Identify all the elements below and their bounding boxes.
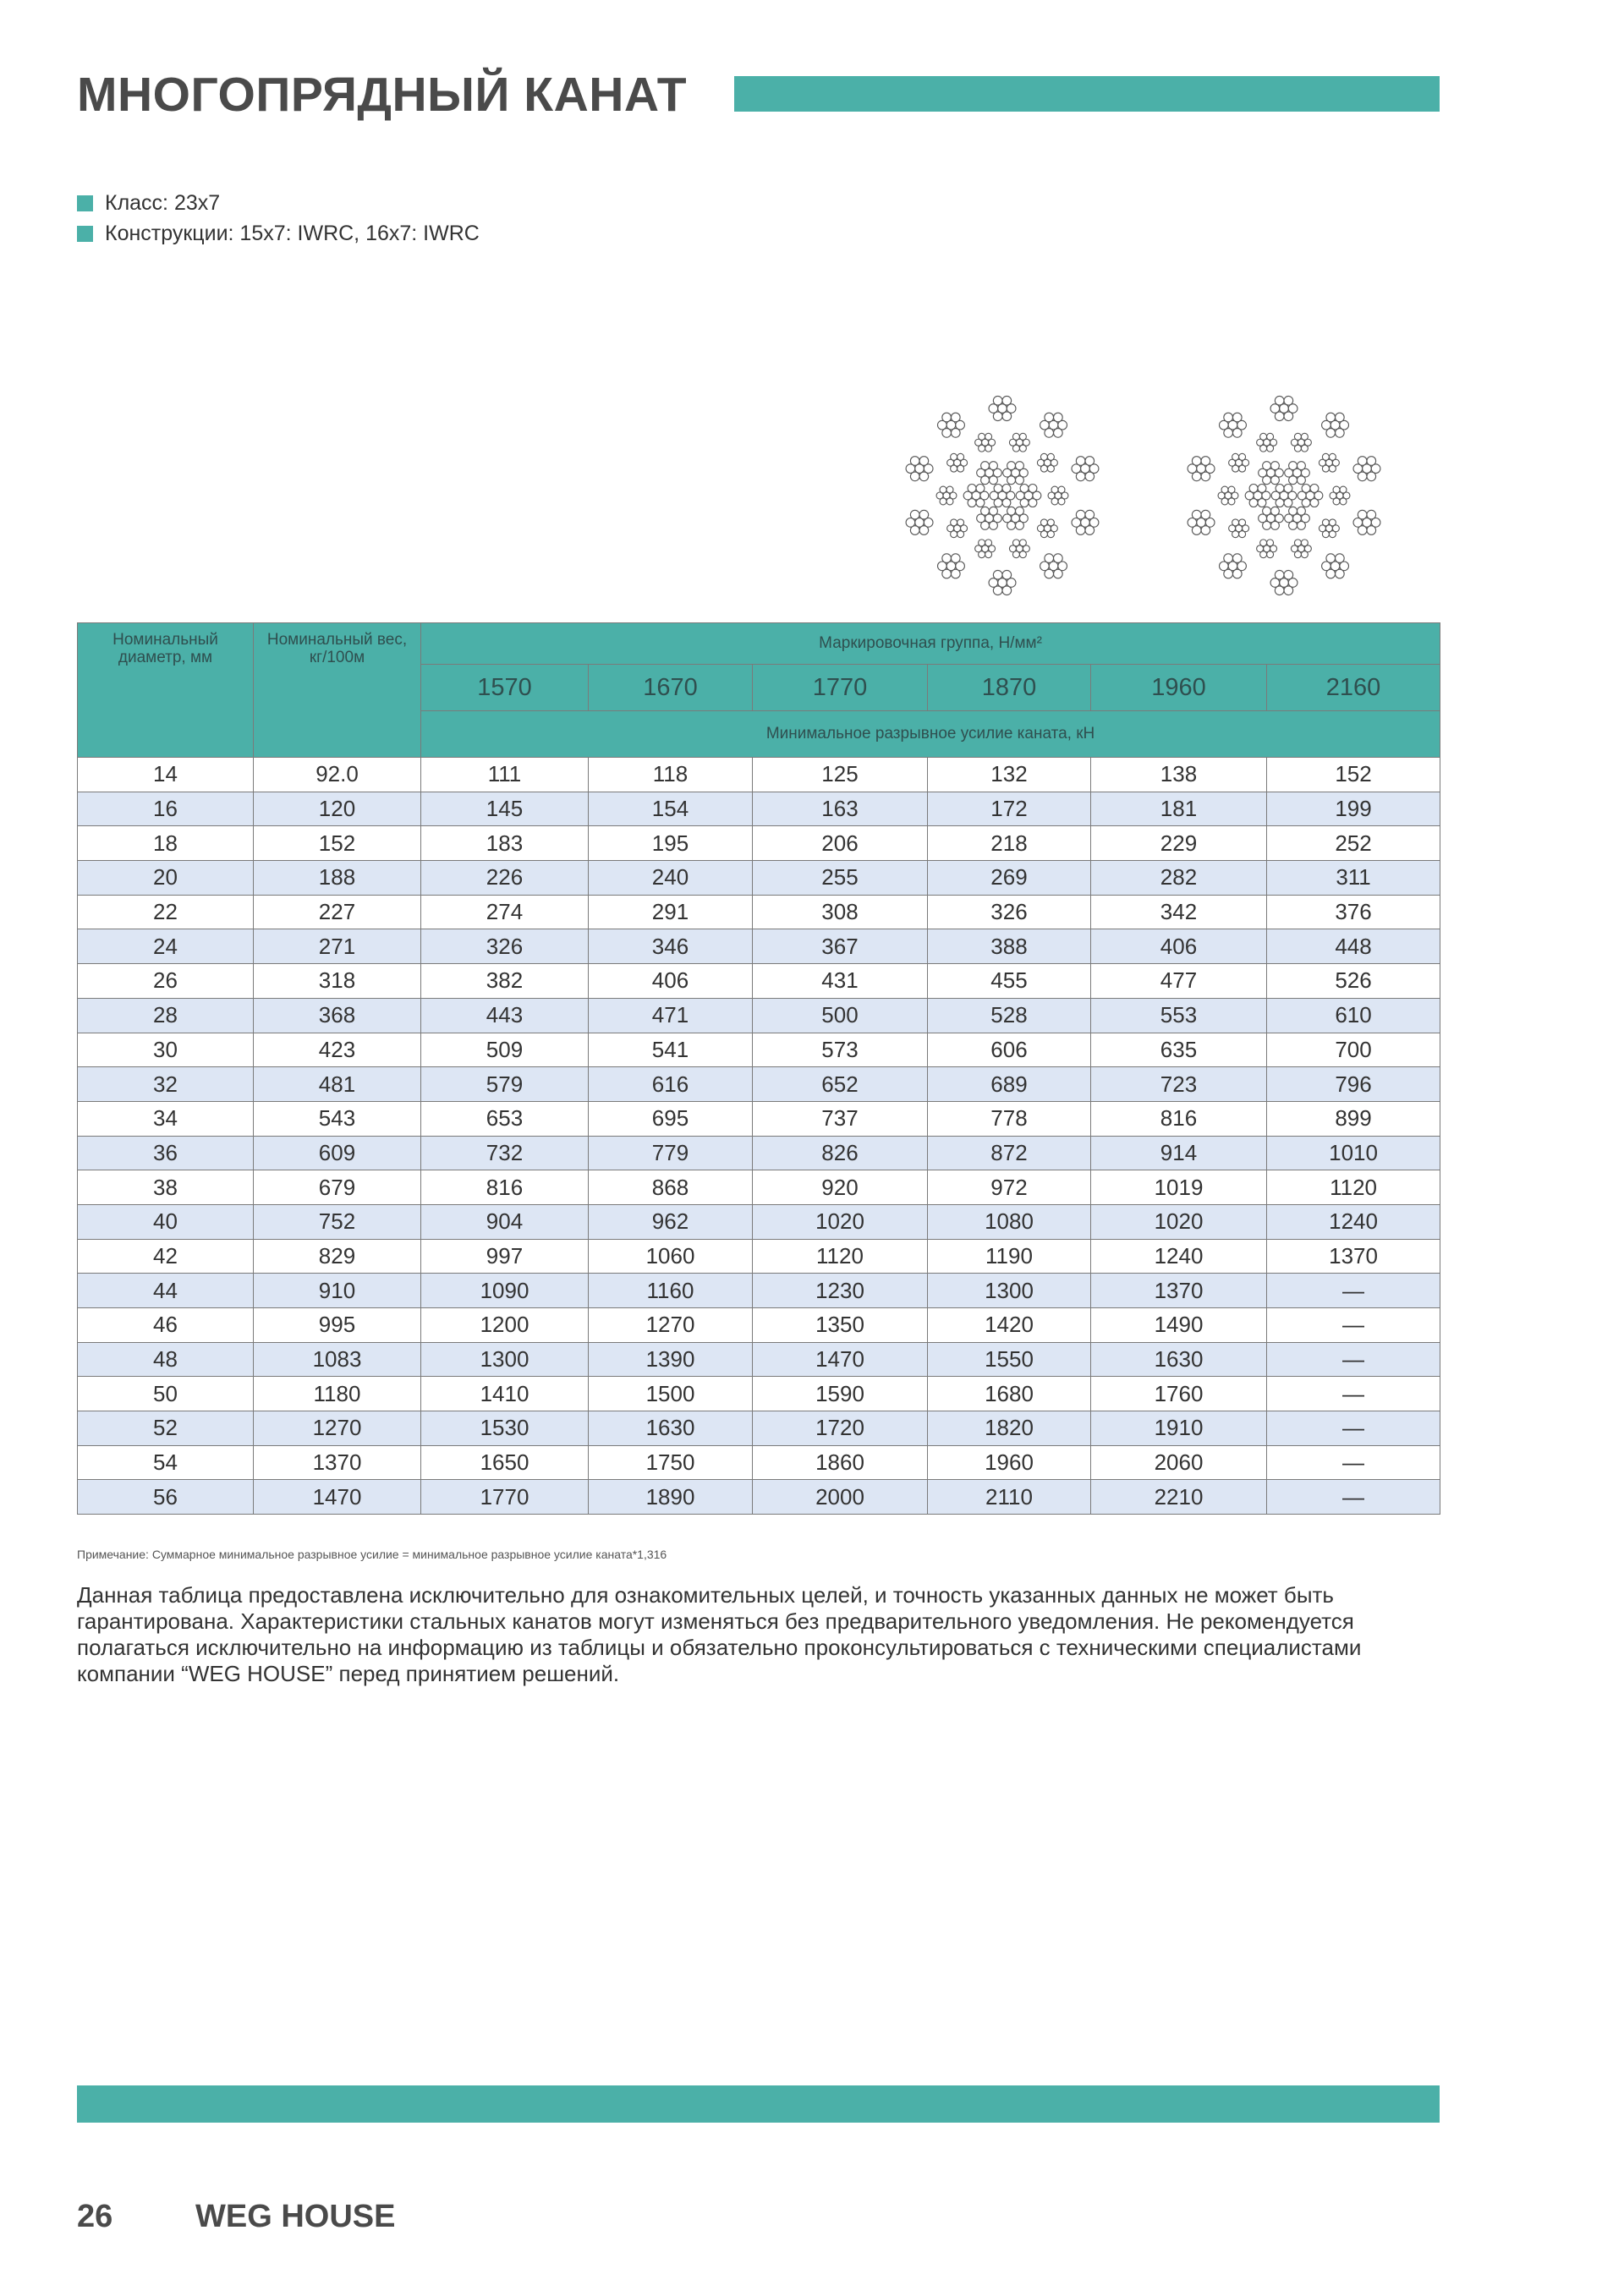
table-cell: 914 [1091,1136,1267,1170]
table-cell: 18 [78,826,254,861]
table-cell: — [1267,1445,1440,1480]
disclaimer: Данная таблица предоставлена исключительно для ознакомительных целей, и точность указанных данных не может быть гарантирована. Характеристики стальных канатов могут изменяться без предварительного уведомления. Не рекомендуется полагаться исключительно на информацию из таблицы и обязательно проконсультироваться с техническими специалистами компании “WEG HOUSE” перед принятием решений. [77,1582,1362,1686]
table-cell: 199 [1267,792,1440,826]
table-cell: 346 [589,929,753,964]
table-cell: — [1267,1480,1440,1515]
table-cell: 816 [1091,1101,1267,1136]
table-cell: 26 [78,964,254,999]
table-cell: 367 [753,929,928,964]
header-grade: 2160 [1267,665,1440,711]
table-cell: 16 [78,792,254,826]
table-cell: 172 [928,792,1091,826]
table-row [78,1308,1440,1343]
table-cell: 962 [589,1204,753,1239]
table-cell: 342 [1091,895,1267,929]
table-cell: 2210 [1091,1480,1267,1515]
table-cell: 44 [78,1274,254,1308]
table-cell: 1020 [753,1204,928,1239]
brand-name: WEG HOUSE [195,2199,396,2234]
table-cell: 1240 [1091,1239,1267,1274]
table-cell: 1083 [254,1342,421,1377]
table-cell: 1530 [421,1411,589,1446]
table-cell: 679 [254,1170,421,1205]
table-cell: 1350 [753,1308,928,1343]
table-cell: 920 [753,1170,928,1205]
page-title: МНОГОПРЯДНЫЙ КАНАТ [77,68,688,122]
table-row [78,1033,1440,1067]
table-cell: 481 [254,1067,421,1102]
spec-constructions [77,220,480,247]
table-row [78,861,1440,896]
table-cell: 752 [254,1204,421,1239]
table-cell: 1410 [421,1377,589,1411]
header-grade: 1870 [928,665,1091,711]
table-row [78,1342,1440,1377]
table-row [78,1377,1440,1411]
table-cell: 1550 [928,1342,1091,1377]
table-cell: 2000 [753,1480,928,1515]
table-cell: 1770 [421,1480,589,1515]
table-cell: 1820 [928,1411,1091,1446]
table-cell: 1270 [254,1411,421,1446]
table-cell: 1300 [928,1274,1091,1308]
table-cell: 509 [421,1033,589,1067]
table-row [78,1101,1440,1136]
table-cell: 1470 [753,1342,928,1377]
table-cell: 181 [1091,792,1267,826]
table-cell: 1020 [1091,1204,1267,1239]
table-cell: 368 [254,998,421,1033]
table-cell: 1160 [589,1274,753,1308]
table-row [78,1067,1440,1102]
table-cell: 1230 [753,1274,928,1308]
table-cell: 779 [589,1136,753,1170]
title-accent-bar [734,76,1440,112]
table-cell: 1630 [589,1411,753,1446]
table-cell: 553 [1091,998,1267,1033]
table-cell: 826 [753,1136,928,1170]
header-grade: 1570 [421,665,589,711]
header-breaking-force: Минимальное разрывное усилие каната, кН [421,711,1440,758]
table-cell: 132 [928,758,1091,792]
table-row [78,1136,1440,1170]
table-cell: 1240 [1267,1204,1440,1239]
table-cell: 271 [254,929,421,964]
spec-class-label: Класс: 23x7 [105,190,221,215]
table-cell: 872 [928,1136,1091,1170]
table-cell: 30 [78,1033,254,1067]
table-cell: 573 [753,1033,928,1067]
table-body [78,758,1440,1515]
header-weight: Номинальный вес, кг/100м [254,623,421,758]
table-cell: 152 [254,826,421,861]
table-cell: 1860 [753,1445,928,1480]
table-cell: 737 [753,1101,928,1136]
table-cell: 1019 [1091,1170,1267,1205]
table-cell: 526 [1267,964,1440,999]
table-row [78,964,1440,999]
header-diameter: Номинальный диаметр, мм [78,623,254,758]
table-cell: 406 [1091,929,1267,964]
table-cell: 1590 [753,1377,928,1411]
table-cell: 255 [753,861,928,896]
table-row [78,1170,1440,1205]
table-cell: 163 [753,792,928,826]
header-grade: 1960 [1091,665,1267,711]
table-cell: 1490 [1091,1308,1267,1343]
rope-cross-section-diagrams [880,379,1413,612]
table-cell: 723 [1091,1067,1267,1102]
table-cell: 54 [78,1445,254,1480]
table-cell: 188 [254,861,421,896]
table-cell: 635 [1091,1033,1267,1067]
table-cell: 226 [421,861,589,896]
table-cell: 1060 [589,1239,753,1274]
table-cell: 1010 [1267,1136,1440,1170]
spec-class [77,189,220,216]
table-cell: 2110 [928,1480,1091,1515]
table-cell: 326 [421,929,589,964]
table-cell: — [1267,1377,1440,1411]
table-cell: 382 [421,964,589,999]
table-cell: 36 [78,1136,254,1170]
table-cell: 2060 [1091,1445,1267,1480]
table-row [78,1239,1440,1274]
table-cell: 20 [78,861,254,896]
table-cell: 423 [254,1033,421,1067]
table-cell: 152 [1267,758,1440,792]
table-cell: 1180 [254,1377,421,1411]
table-cell: 1680 [928,1377,1091,1411]
table-cell: 195 [589,826,753,861]
table-row [78,792,1440,826]
table-cell: 125 [753,758,928,792]
table-cell: 218 [928,826,1091,861]
table-cell: 376 [1267,895,1440,929]
table-row [78,929,1440,964]
table-cell: 606 [928,1033,1091,1067]
table-cell: 471 [589,998,753,1033]
table-cell: 609 [254,1136,421,1170]
table-cell: 1300 [421,1342,589,1377]
table-cell: 308 [753,895,928,929]
table-cell: 406 [589,964,753,999]
table-row [78,758,1440,792]
footnote: Примечание: Суммарное минимальное разрывное усилие = минимальное разрывное усилие каната*1,316 [77,1548,667,1561]
table-cell: 579 [421,1067,589,1102]
table-cell: 24 [78,929,254,964]
table-cell: 40 [78,1204,254,1239]
table-cell: — [1267,1411,1440,1446]
table-cell: 541 [589,1033,753,1067]
footer-accent-bar [77,2085,1440,2123]
table-row [78,1411,1440,1446]
table-cell: 653 [421,1101,589,1136]
table-row [78,895,1440,929]
table-cell: 118 [589,758,753,792]
table-cell: 32 [78,1067,254,1102]
table-cell: 145 [421,792,589,826]
table-cell: — [1267,1308,1440,1343]
table-cell: 1370 [254,1445,421,1480]
table-cell: 796 [1267,1067,1440,1102]
table-cell: 1960 [928,1445,1091,1480]
table-cell: 318 [254,964,421,999]
table-cell: — [1267,1274,1440,1308]
header-grade: 1670 [589,665,753,711]
table-cell: 28 [78,998,254,1033]
table-cell: 282 [1091,861,1267,896]
table-cell: 183 [421,826,589,861]
table-cell: 1630 [1091,1342,1267,1377]
table-cell: 455 [928,964,1091,999]
table-cell: 997 [421,1239,589,1274]
table-cell: 972 [928,1170,1091,1205]
table-cell: 652 [753,1067,928,1102]
table-cell: 46 [78,1308,254,1343]
table-cell: 528 [928,998,1091,1033]
table-cell: 269 [928,861,1091,896]
bullet-square-icon [77,226,93,242]
table-cell: 1080 [928,1204,1091,1239]
table-cell: 543 [254,1101,421,1136]
table-cell: 388 [928,929,1091,964]
table-cell: 1910 [1091,1411,1267,1446]
table-cell: 443 [421,998,589,1033]
rope-cross-section-15x7-icon [906,396,1099,595]
table-cell: 34 [78,1101,254,1136]
table-cell: 1500 [589,1377,753,1411]
table-cell: 868 [589,1170,753,1205]
table-cell: 1750 [589,1445,753,1480]
table-cell: 56 [78,1480,254,1515]
table-cell: 910 [254,1274,421,1308]
rope-cross-section-16x7-icon [1188,396,1380,595]
table-cell: 448 [1267,929,1440,964]
table-cell: 616 [589,1067,753,1102]
table-cell: 1370 [1091,1274,1267,1308]
table-cell: 500 [753,998,928,1033]
table-cell: 816 [421,1170,589,1205]
table-cell: 38 [78,1170,254,1205]
table-cell: 1890 [589,1480,753,1515]
table-cell: 206 [753,826,928,861]
table-cell: 227 [254,895,421,929]
table-cell: 154 [589,792,753,826]
table-cell: 829 [254,1239,421,1274]
table-cell: 732 [421,1136,589,1170]
table-cell: 1760 [1091,1377,1267,1411]
rope-spec-table [77,622,1440,1515]
table-cell: 311 [1267,861,1440,896]
table-cell: 1120 [753,1239,928,1274]
header-grade-group: Маркировочная группа, Н/мм² [421,623,1440,665]
table-row [78,1274,1440,1308]
table-cell: 431 [753,964,928,999]
table-cell: 291 [589,895,753,929]
table-cell: 326 [928,895,1091,929]
table-cell: 1090 [421,1274,589,1308]
table-cell: 1190 [928,1239,1091,1274]
table-cell: 1200 [421,1308,589,1343]
table-cell: 22 [78,895,254,929]
table-cell: 899 [1267,1101,1440,1136]
table-cell: 995 [254,1308,421,1343]
bullet-square-icon [77,195,93,211]
page-number: 26 [77,2199,113,2234]
table-cell: 14 [78,758,254,792]
table-cell: 274 [421,895,589,929]
table-cell: 120 [254,792,421,826]
table-cell: 111 [421,758,589,792]
table-row [78,1204,1440,1239]
table-cell: 695 [589,1101,753,1136]
header-grade: 1770 [753,665,928,711]
table-row [78,1480,1440,1515]
table-cell: 138 [1091,758,1267,792]
table-cell: 48 [78,1342,254,1377]
table-cell: 240 [589,861,753,896]
table-cell: 229 [1091,826,1267,861]
table-cell: 52 [78,1411,254,1446]
table-cell: 1720 [753,1411,928,1446]
table-cell: 1120 [1267,1170,1440,1205]
table-cell: 1470 [254,1480,421,1515]
table-cell: 1420 [928,1308,1091,1343]
table-cell: — [1267,1342,1440,1377]
table-cell: 252 [1267,826,1440,861]
table-row [78,826,1440,861]
table-cell: 689 [928,1067,1091,1102]
table-cell: 477 [1091,964,1267,999]
table-cell: 1270 [589,1308,753,1343]
table-cell: 1370 [1267,1239,1440,1274]
table-row [78,998,1440,1033]
table-cell: 1390 [589,1342,753,1377]
table-cell: 92.0 [254,758,421,792]
table-cell: 42 [78,1239,254,1274]
table-cell: 50 [78,1377,254,1411]
spec-constructions-label: Конструкции: 15x7: IWRC, 16x7: IWRC [105,221,480,245]
table-row [78,1445,1440,1480]
table-cell: 700 [1267,1033,1440,1067]
table-cell: 778 [928,1101,1091,1136]
table-cell: 904 [421,1204,589,1239]
table-cell: 610 [1267,998,1440,1033]
table-cell: 1650 [421,1445,589,1480]
